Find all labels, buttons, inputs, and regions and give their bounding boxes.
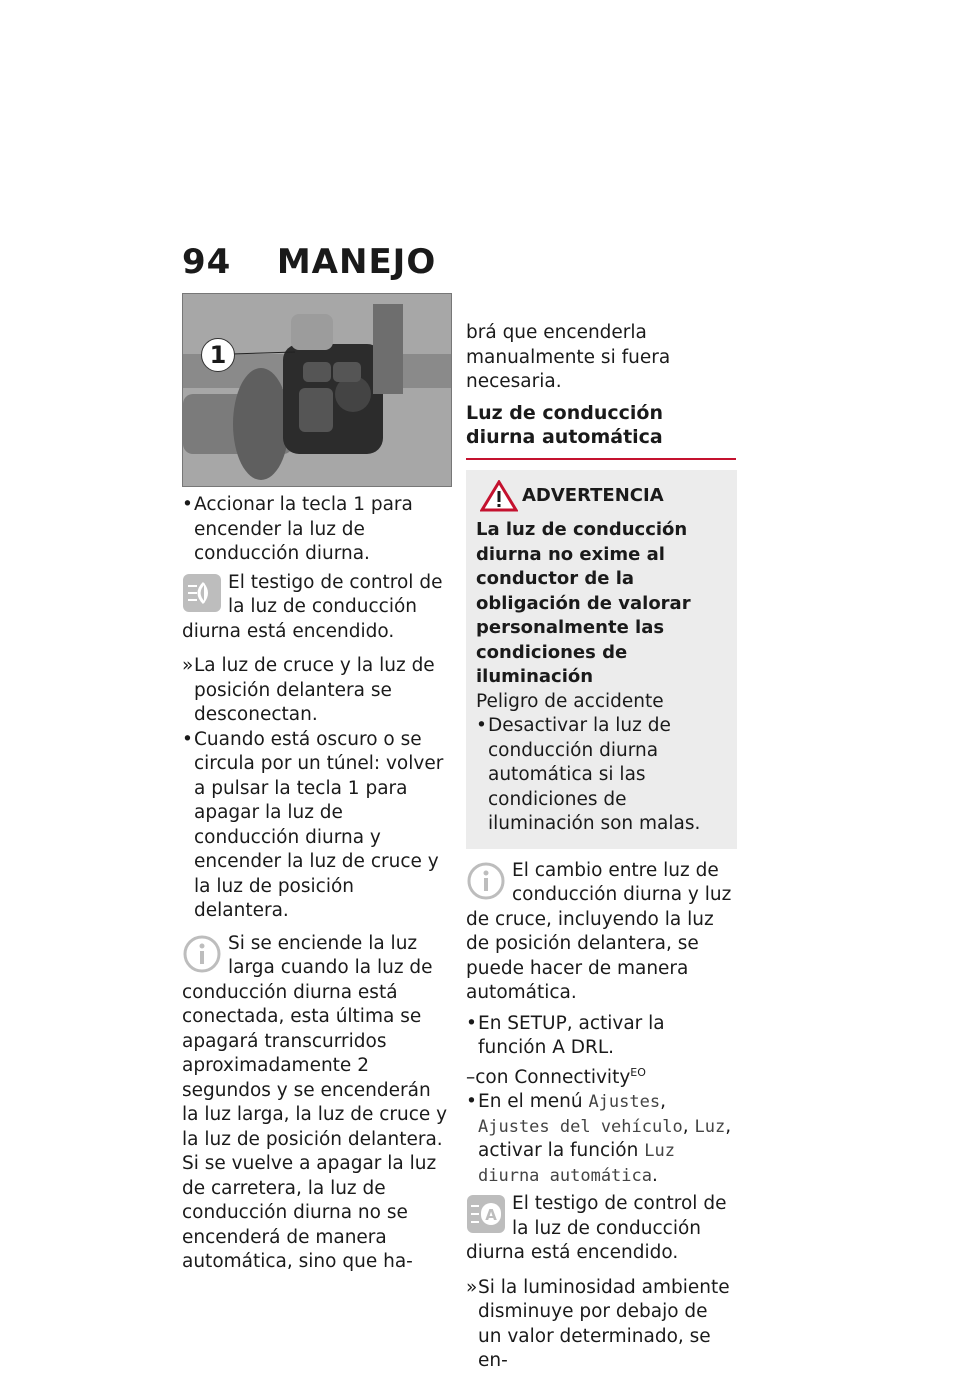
page-header <box>182 242 436 282</box>
info-text: El cambio entre luz de conducción diurna y luz de cruce, incluyendo la luz de posición delantera, se puede hacer de manera automática. <box>466 859 732 1003</box>
info-note <box>466 859 736 1006</box>
auto-light-indicator-icon <box>466 1194 506 1234</box>
menu-item: Luz diurna automática <box>478 1141 675 1186</box>
step-pre: En el menú <box>478 1091 589 1113</box>
figure-callout: 1 <box>201 338 235 372</box>
handlebar-switch-image <box>182 293 452 487</box>
menu-step <box>466 1090 736 1188</box>
right-column <box>466 321 736 1374</box>
section-heading: Luz de conducción diurna automática <box>466 401 663 448</box>
indicator-note <box>466 1192 736 1266</box>
sep: , <box>660 1091 666 1113</box>
svg-text:A: A <box>485 1206 497 1225</box>
warning-heading: La luz de conducción diurna no exime al conductor de la obligación de valorar personalmente las condiciones de iluminación <box>476 519 691 687</box>
paragraph: Si se vuelve a apagar la luz de carretera, la luz de conducción diurna no se encenderá de manera automática, sino que ha- <box>182 1153 437 1272</box>
paragraph: brá que encenderla manualmente si fuera necesaria. <box>466 322 671 392</box>
step-text: • En SETUP, activar la función A DRL. <box>466 1012 736 1061</box>
handlebar-illustration <box>183 294 451 486</box>
divider <box>466 458 736 460</box>
result-text: » La luz de cruce y la luz de posición delantera se desconectan. <box>182 650 452 728</box>
warning-triangle-icon <box>480 480 518 512</box>
info-note <box>182 932 452 1153</box>
warning-sub: Peligro de accidente <box>476 690 664 712</box>
step-text: • Accionar la tecla 1 para encender la luz de conducción diurna. <box>182 493 452 567</box>
result-text: » Si la luminosidad ambiente disminuye por debajo de un valor determinado, se en- <box>466 1272 736 1374</box>
page-number: 94 <box>182 242 232 282</box>
step-mid: , activar la función <box>478 1115 732 1162</box>
indicator-note <box>182 571 452 645</box>
condition-sup: EO <box>630 1065 646 1079</box>
menu-item: Ajustes del vehículo <box>478 1116 683 1137</box>
warning-box <box>466 470 737 849</box>
warning-label: ADVERTENCIA <box>522 484 664 506</box>
info-icon <box>466 861 506 901</box>
note-text: El testigo de control de la luz de conducción diurna está encendido. <box>466 1193 727 1264</box>
menu-item: Luz <box>694 1116 726 1137</box>
note-text: El testigo de control de la luz de conducción diurna está encendido. <box>182 571 443 642</box>
warning-bullet: • Desactivar la luz de conducción diurna automática si las condiciones de iluminación son malas. <box>476 714 727 837</box>
connectivity-condition <box>466 1061 736 1091</box>
sep: , <box>682 1115 695 1137</box>
step-text: • Cuando está oscuro o se circula por un túnel: volver a pulsar la tecla 1 para apagar la luz de conducción diurna y encender la luz de cruce y la luz de posición delantera. <box>182 728 452 924</box>
step-end: . <box>652 1164 658 1186</box>
menu-item: Ajustes <box>588 1092 661 1113</box>
info-text: Si se enciende la luz larga cuando la luz de conducción diurna está conectada, esta última se apagará transcurridos aproximadamente 2 segundos y se encenderán la luz larga, la luz de cruce y la luz de posición delantera. <box>182 932 448 1150</box>
section-title: MANEJO <box>276 242 437 282</box>
condition-text: –con Connectivity <box>466 1066 631 1088</box>
info-icon <box>182 934 222 974</box>
daytime-light-indicator-icon <box>182 573 222 613</box>
left-column <box>182 293 452 1275</box>
